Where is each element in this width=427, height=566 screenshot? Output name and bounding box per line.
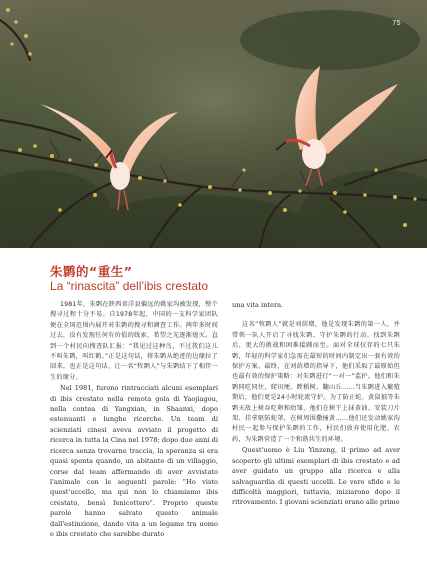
paragraph-it-1: Nel 1981, furono rintracciati alcuni esemplari di ibis crestato nella remota gola di Yaojiagou, nella contea di Yangxian, in Shaanxi, dopo estenuanti e lunghe ricerche. Un team di scienziati cinesi aveva avviato il progetto di ricerca in tutta la Cina nel 1978; dopo due anni di ricerca senza trovarne traccia, la speranza si era quasi spenta quando, un abitante di un villaggio, corse dal team affermando di aver avvistato l'animale con le seguenti parole: "Ho visto quest'uccello, ma qui non lo chiamiamo ibis crestato, bensì fenicottero". Proprio queste parole hanno salvato questo animale dall'estinzione, dando vita a un legame tra uomo e ibis crestato che sarebbe durato <box>50 384 218 538</box>
right-column <box>232 300 400 508</box>
ibis-photo <box>0 0 427 248</box>
paragraph-it-1-continued: una vita intera. <box>232 301 284 309</box>
section-heading-italian: La “rinascita” dell’ibis crestato <box>50 279 209 293</box>
paragraph-zh-2: 这名“牧鹮人”就是刘荫增，他是发现朱鹮的第一人，并带领一队人开启了寻找朱鹮、守护朱鹮的行动。找到朱鹮后，更大的挑战和困难接踵而至。面对全球仅存的七只朱鹮，年轻的科学家们急需在最短的时间内制定出一套有效的保护方案。最终，在刘荫增的指导下，他们采取了最原始但也最有效的保护策略：对朱鹮进行“一对一”监护。他们和朱鹮同吃同住，爬田埂、蹚稻树、翻山丘……当朱鹮进入繁殖期后，他们更是24小时轮流守护。为了防止蛇、黄鼠狼等朱鹮天敌上树吞吃卵和幼雏，他们在树干上抹黄油、安装刀片架、挂拿驱防蛇罩，在树周围撒撞黄……他们还发动姚家沟村民一起参与保护朱鹮的工作，村民们放弃使用化肥、农药，为朱鹮营造了一个和谐共生的环境。 <box>232 321 400 443</box>
paragraph-zh-1: 1981年，朱鹮在陕西省洋县偏远的姚家沟被发现，整个搜寻过程十分不易。自1978年起，中国的一支科学家团队便在全国范围内展开对朱鹮的搜寻和调查工作。两年多时间过去，没有发现任何有价值的线索，希望之光逐渐熄灭。直到一个村民向搜查队汇报：“我见过这种鸟，不过我们这儿不叫朱鹮，叫红鹤。”正是这句话，将朱鹮从绝迹的边缘拉了回来。也正是这句话，让一名“牧鹮人”与朱鹮结下了相伴一生的缘分。 <box>50 301 218 381</box>
page-number: 75 <box>392 20 401 27</box>
left-column <box>50 300 218 539</box>
section-heading-chinese: 朱鹮的“重生” <box>50 264 133 279</box>
paragraph-it-2: Quest'uomo è Liu Yinzeng, il primo ad aver scoperto gli ultimi esemplari di ibis crestato e ad aver guidato un gruppo alla ricerca e alla salvaguardia di questi uccelli. Le vere sfide e le difficoltà maggiori, tuttavia, iniziarono dopo il ritrovamento. I giovani scienziati erano alle prime <box>232 446 400 507</box>
